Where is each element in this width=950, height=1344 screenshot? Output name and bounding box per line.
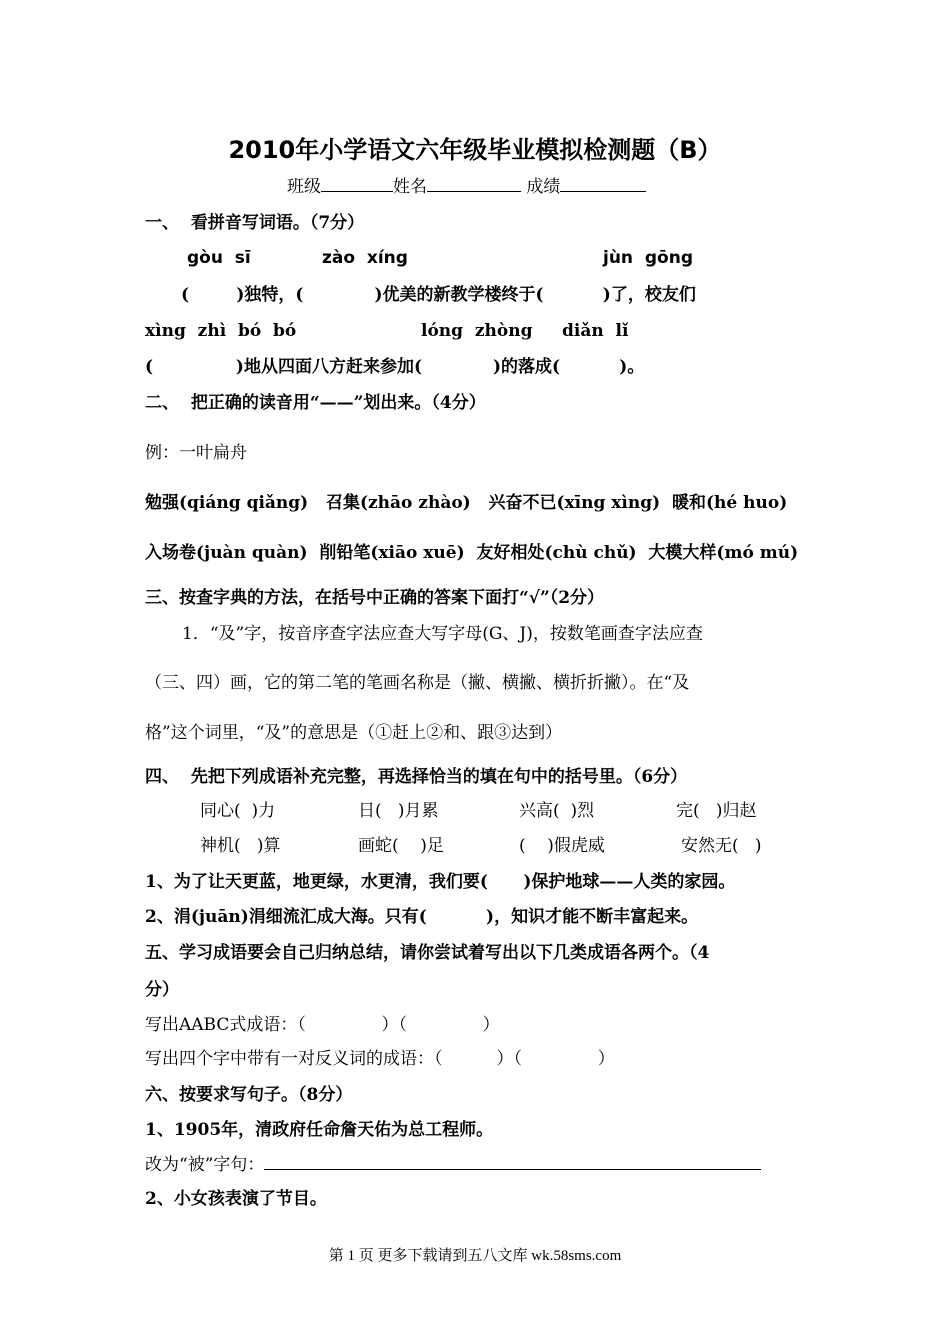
idiom-xinggao: 兴高( )烈 [519,801,595,821]
page-footer: 第 1 页 更多下载请到五八文库 wk.58sms.com [328,1248,622,1264]
section-1-sentence-1: ( )独特，( )优美的新教学楼终于( )了，校友们 [181,285,696,305]
class-blank[interactable] [321,175,393,192]
idiom-jiahuwei: ( )假虎威 [519,836,605,856]
section-3-para-3: 格”这个词里，“及”的意思是（①赶上②和、跟③达到） [145,723,563,743]
pinyin-xingzhibobo: xìng zhì bó bó [145,321,297,341]
section-6-question-1: 1、1905年，清政府任命詹天佑为总工程师。 [145,1120,494,1140]
pinyin-zaoxing: zào xíng [322,248,408,268]
section-1-heading: 一、 看拼音写词语。（7分） [145,213,365,233]
section-1-sentence-2: ( )地从四面八方赶来参加( )的落成( )。 [145,357,645,377]
rewrite-prompt: 改为“被”字句： [145,1155,265,1175]
section-2-row-2: 入场卷(juàn quàn) 削铅笔(xiāo xuē) 友好相处(chù chǔ) 大模大样(mó mú) [145,543,799,563]
pinyin-jungong: jùn gōng [603,248,693,268]
section-6-heading: 六、按要求写句子。（8分） [145,1085,353,1105]
section-6-rewrite-row [145,1153,761,1177]
score-blank[interactable] [560,175,646,192]
name-label: 姓名 [393,177,427,197]
idiom-tongxin: 同心( )力 [200,801,276,821]
section-5-heading: 五、学习成语要会自己归纳总结，请你尝试着写出以下几类成语各两个。（4 [145,943,710,963]
section-4-heading: 四、 先把下列成语补充完整，再选择恰当的填在句中的括号里。（6分） [145,767,688,787]
section-3-para-2: （三、四）画，它的第二笔的笔画名称是（撇、横撇、横折折撇）。在“及 [145,673,690,693]
idiom-wanbi: 完( )归赵 [676,801,757,821]
pinyin-dianli: diǎn lǐ [562,321,629,341]
idiom-anran: 安然无( ) [681,836,762,856]
section-4-question-2: 2、涓(juān)涓细流汇成大海。只有( )，知识才能不断丰富起来。 [145,907,699,927]
section-3-heading: 三、按查字典的方法，在括号中正确的答案下面打“√”（2分） [145,588,605,608]
rewrite-answer-line[interactable] [264,1153,761,1170]
section-5-question-1: 写出AABC式成语：（ ）（ ） [145,1015,500,1035]
section-2-heading: 二、 把正确的读音用“——”划出来。（4分） [145,393,486,413]
section-5-heading-cont: 分） [145,980,179,1000]
score-label: 成绩 [526,177,561,197]
idiom-huashe: 画蛇( )足 [358,836,444,856]
class-label: 班级 [287,177,321,197]
page-title: 2010年小学语文六年级毕业模拟检测题（B） [228,136,722,164]
idiom-riyue: 日( )月累 [358,801,439,821]
pinyin-goushi: gòu sī [187,248,251,268]
section-5-question-2: 写出四个字中带有一对反义词的成语：（ ）（ ） [145,1049,615,1069]
name-blank[interactable] [427,175,521,192]
section-2-row-1: 勉强(qiáng qiǎng) 召集(zhāo zhào) 兴奋不已(xīng xìng) 暖和(hé huo) [145,493,788,513]
pinyin-longzhong: lóng zhòng [421,321,533,341]
section-6-question-2: 2、小女孩表演了节目。 [145,1189,327,1209]
section-2-example: 例：一叶扁舟 [145,443,247,463]
section-3-para-1: 1．“及”字，按音序查字法应查大写字母(G、J)，按数笔画查字法应查 [182,624,703,644]
idiom-shenji: 神机( )算 [200,836,281,856]
student-info-row [287,175,646,199]
section-4-question-1: 1、为了让天更蓝，地更绿，水更清，我们要( )保护地球——人类的家园。 [145,872,736,892]
